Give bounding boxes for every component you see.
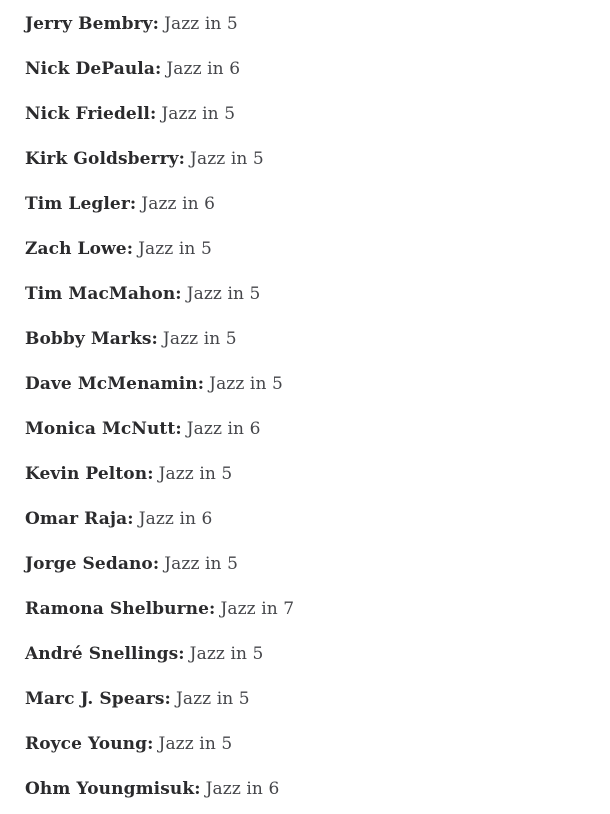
colon-separator: : — [147, 464, 154, 484]
colon-separator: : — [152, 554, 160, 574]
colon-separator: : — [129, 194, 137, 214]
expert-name: Ohm Youngmisuk — [25, 779, 195, 799]
expert-name: Monica McNutt — [25, 419, 176, 439]
expert-name: Zach Lowe — [25, 239, 127, 259]
prediction-row — [25, 57, 585, 81]
expert-name: Kevin Pelton — [25, 464, 148, 484]
colon-separator: : — [127, 509, 134, 529]
prediction-pick: Jazz in 5 — [162, 329, 237, 349]
prediction-row — [25, 102, 585, 126]
expert-name: Royce Young — [25, 734, 148, 754]
colon-separator: : — [197, 374, 205, 394]
colon-separator: : — [126, 239, 134, 259]
prediction-pick: Jazz in 6 — [138, 509, 213, 529]
colon-separator: : — [194, 779, 201, 799]
prediction-pick: Jazz in 5 — [209, 374, 283, 394]
colon-separator: : — [151, 329, 158, 349]
expert-name: Ramona Shelburne — [25, 599, 210, 619]
prediction-row — [25, 147, 585, 171]
prediction-row — [25, 687, 585, 711]
expert-name: Dave McMenamin — [25, 374, 198, 394]
prediction-pick: Jazz in 5 — [158, 464, 233, 484]
colon-separator: : — [149, 104, 157, 124]
prediction-row — [25, 507, 585, 531]
prediction-row — [25, 372, 585, 396]
colon-separator: : — [175, 284, 182, 304]
prediction-row — [25, 282, 585, 306]
prediction-pick: Jazz in 6 — [166, 59, 241, 79]
colon-separator: : — [178, 644, 185, 664]
expert-name: Kirk Goldsberry — [25, 149, 179, 169]
colon-separator: : — [164, 689, 171, 709]
prediction-pick: Jazz in 6 — [205, 779, 280, 799]
prediction-row — [25, 642, 585, 666]
prediction-pick: Jazz in 5 — [158, 734, 233, 754]
prediction-row — [25, 462, 585, 486]
expert-name: Nick Friedell — [25, 104, 150, 124]
expert-name: Jorge Sedano — [25, 554, 153, 574]
expert-name: Tim Legler — [25, 194, 130, 214]
prediction-pick: Jazz in 6 — [186, 419, 261, 439]
prediction-pick: Jazz in 5 — [138, 239, 212, 259]
prediction-row — [25, 552, 585, 576]
colon-separator: : — [175, 419, 182, 439]
prediction-pick: Jazz in 7 — [220, 599, 295, 619]
prediction-pick: Jazz in 5 — [164, 554, 239, 574]
prediction-row — [25, 192, 585, 216]
expert-name: Marc J. Spears — [25, 689, 165, 709]
prediction-pick: Jazz in 5 — [161, 104, 236, 124]
expert-name: Nick DePaula — [25, 59, 155, 79]
prediction-row — [25, 597, 585, 621]
prediction-row — [25, 732, 585, 756]
prediction-pick: Jazz in 5 — [189, 644, 264, 664]
expert-name: Bobby Marks — [25, 329, 152, 349]
colon-separator: : — [152, 14, 160, 34]
prediction-pick: Jazz in 6 — [141, 194, 216, 214]
expert-name: André Snellings — [25, 644, 179, 664]
prediction-pick: Jazz in 5 — [186, 284, 261, 304]
expert-name: Jerry Bembry — [25, 14, 153, 34]
prediction-row — [25, 327, 585, 351]
colon-separator: : — [178, 149, 186, 169]
prediction-pick: Jazz in 5 — [190, 149, 264, 169]
expert-name: Omar Raja — [25, 509, 128, 529]
prediction-pick: Jazz in 5 — [164, 14, 238, 34]
prediction-row — [25, 237, 585, 261]
expert-name: Tim MacMahon — [25, 284, 176, 304]
prediction-pick: Jazz in 5 — [175, 689, 250, 709]
prediction-row — [25, 12, 585, 36]
colon-separator: : — [147, 734, 154, 754]
colon-separator: : — [209, 599, 216, 619]
prediction-row — [25, 777, 585, 801]
colon-separator: : — [154, 59, 162, 79]
prediction-row — [25, 417, 585, 441]
